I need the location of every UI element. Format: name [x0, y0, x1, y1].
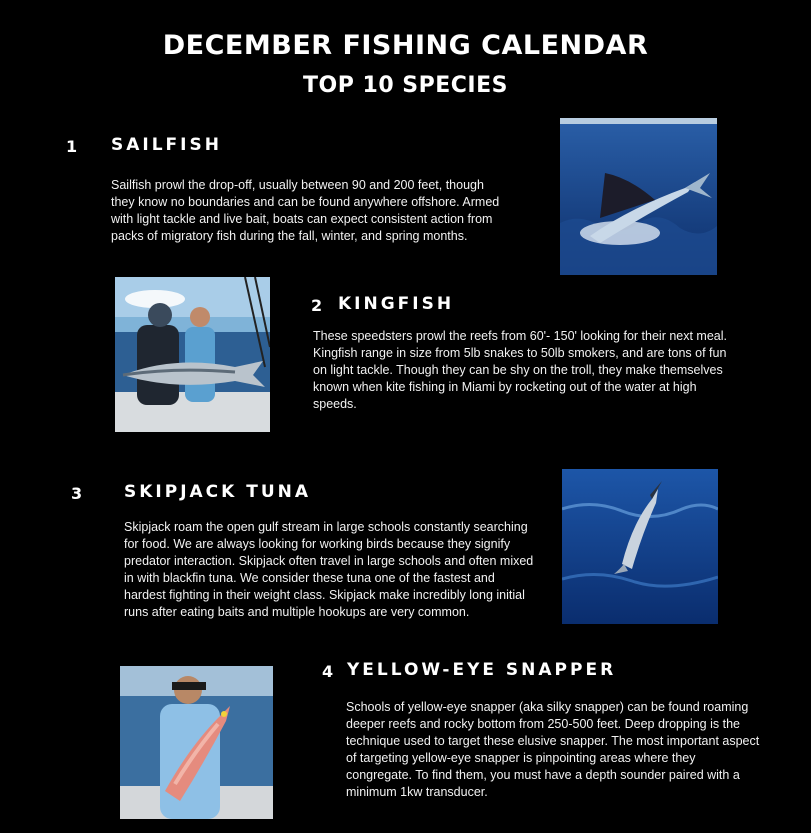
species-heading-skipjack-tuna: SKIPJACK TUNA — [124, 482, 312, 502]
species-description-skipjack-tuna: Skipjack roam the open gulf stream in large schools constantly searching for food. We are always looking for working birds because they signify predator interaction. Skipjack often travel in large schools and often mixed in with blackfin tuna. We consider these tuna one of the fastest and hardest fighting in their weight class. Skipjack make incredibly long initial runs after eating baits and multiple hookups are very common. — [124, 520, 534, 619]
species-description-kingfish: These speedsters prowl the reefs from 60'- 150' looking for their next meal. Kingfish range in size from 5lb snakes to 50lb smokers, and are tons of fun on light tackle. Though they can be shy on the troll, they make themselves known when kite fishing in Miami by rocketing out of the water at high speeds. — [313, 329, 728, 411]
species-description-sailfish: Sailfish prowl the drop-off, usually between 90 and 200 feet, though they know no boundaries and can be found anywhere offshore. Armed with light tackle and live bait, boats can expect consistent action from packs of migratory fish during the fall, winter, and spring months. — [111, 178, 500, 243]
yellow-eye-snapper-photo — [120, 666, 273, 819]
species-description-yellow-eye-snapper: Schools of yellow-eye snapper (aka silky snapper) can be found roaming deeper reefs and rocky bottom from 250-500 feet. Deep dropping is the technique used to target these elusive snapper. The most important aspect of targeting yellow-eye snapper is pinpointing areas where they congregate. To find them, you must have a depth sounder paired with a minimum 1kw transducer. — [346, 700, 760, 799]
page-title: DECEMBER FISHING CALENDAR — [162, 30, 649, 61]
species-heading-sailfish: SAILFISH — [111, 135, 222, 155]
page-subtitle: TOP 10 SPECIES — [303, 73, 508, 98]
species-heading-kingfish: KINGFISH — [338, 294, 455, 314]
kingfish-photo — [115, 277, 270, 432]
species-number-3: 3 — [71, 484, 83, 503]
species-number-1: 1 — [66, 137, 78, 156]
sailfish-photo — [560, 118, 717, 275]
species-heading-yellow-eye-snapper: YELLOW-EYE SNAPPER — [347, 660, 617, 680]
species-number-2: 2 — [311, 296, 323, 315]
skipjack-tuna-photo — [562, 469, 718, 624]
species-number-4: 4 — [322, 662, 334, 681]
